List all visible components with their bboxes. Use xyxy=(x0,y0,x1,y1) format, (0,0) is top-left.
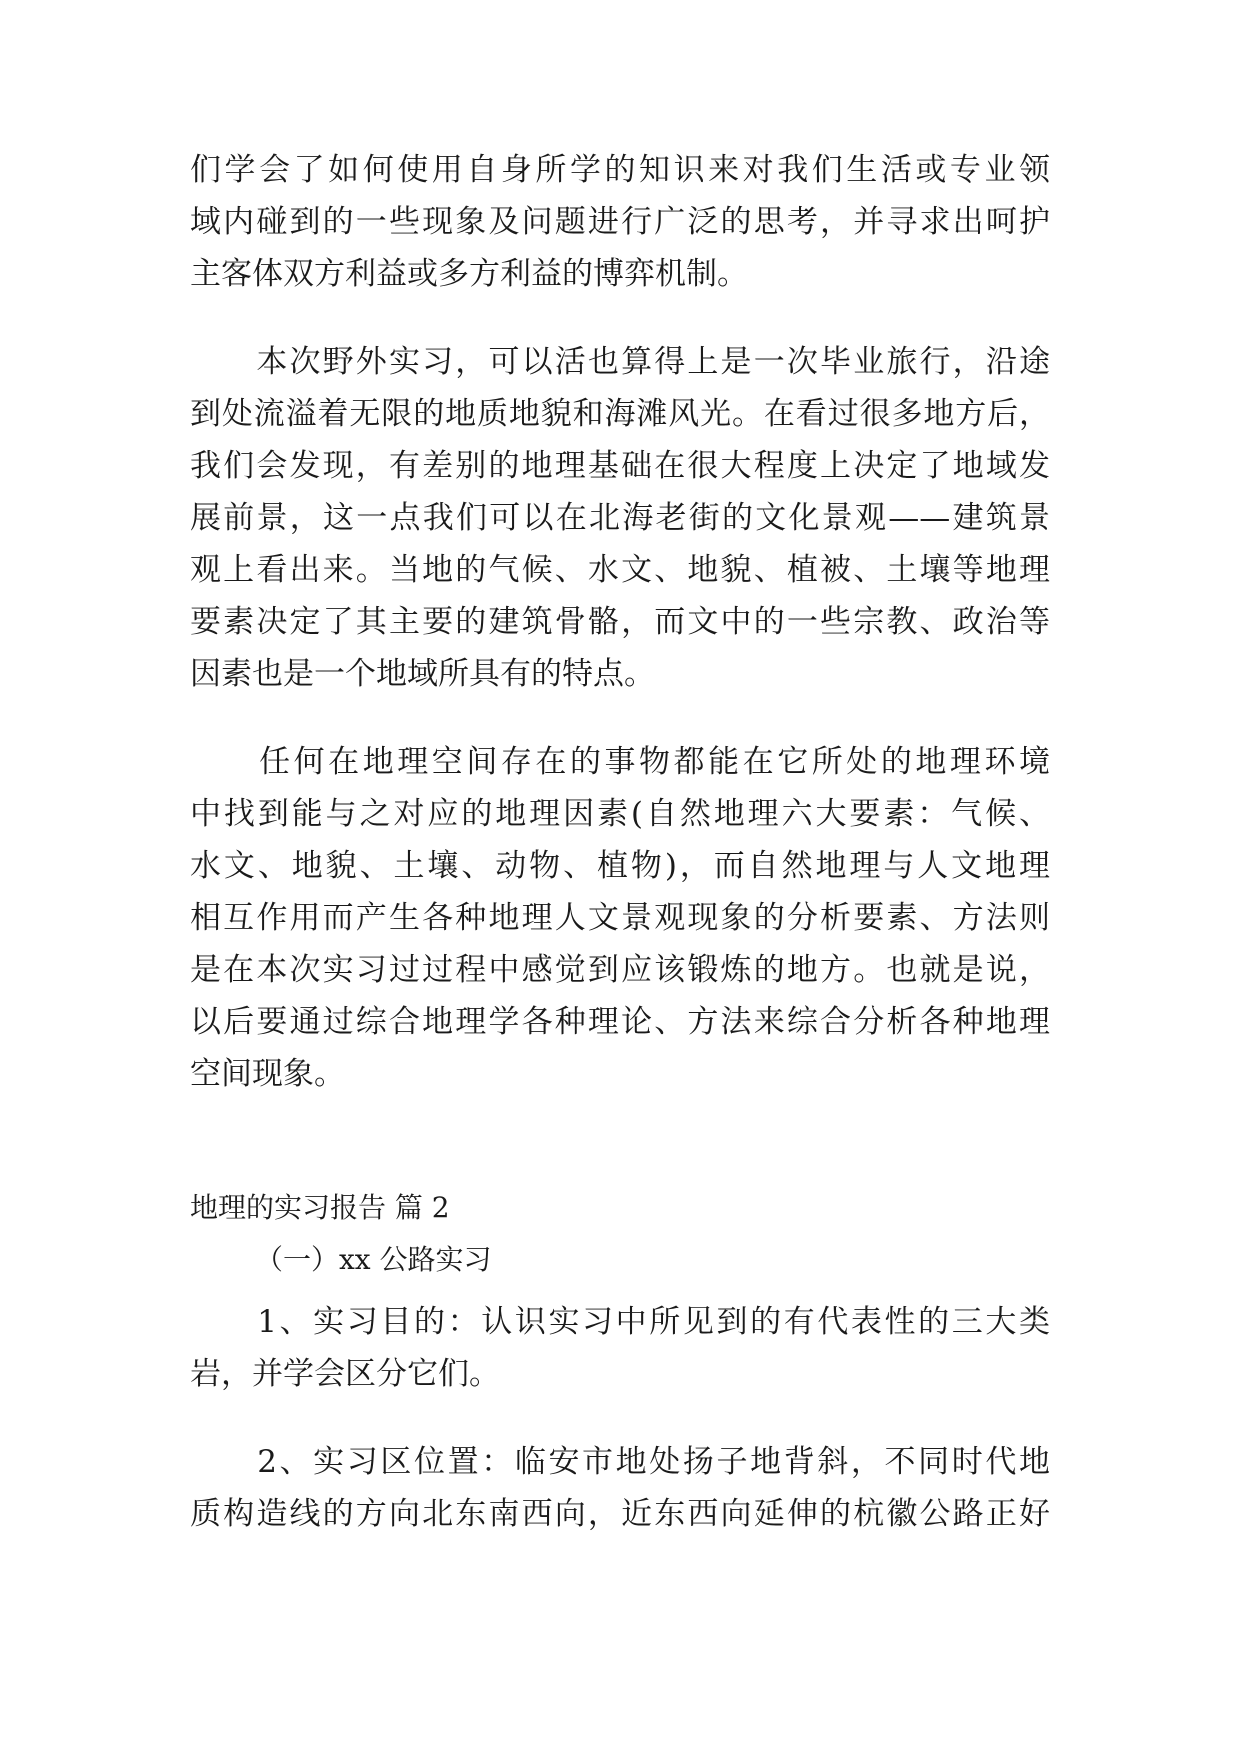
paragraph-line: 要素决定了其主要的建筑骨骼，而文中的一些宗教、政治等 xyxy=(190,604,1050,640)
paragraph-line: 2、实习区位置：临安市地处扬子地背斜，不同时代地 xyxy=(190,1444,1050,1480)
section-subtitle: （一）xx 公路实习 xyxy=(255,1243,492,1276)
paragraph-line: 域内碰到的一些现象及问题进行广泛的思考，并寻求出呵护 xyxy=(190,204,1050,240)
paragraph-line: 展前景，这一点我们可以在北海老街的文化景观——建筑景 xyxy=(190,500,1050,536)
paragraph-line: 们学会了如何使用自身所学的知识来对我们生活或专业领 xyxy=(190,152,1050,188)
paragraph-line: 中找到能与之对应的地理因素(自然地理六大要素：气候、 xyxy=(190,796,1050,832)
paragraph-line: 水文、地貌、土壤、动物、植物)，而自然地理与人文地理 xyxy=(190,848,1050,884)
paragraph-line: 任何在地理空间存在的事物都能在它所处的地理环境 xyxy=(190,744,1050,780)
paragraph-line: 主客体双方利益或多方利益的博弈机制。 xyxy=(190,256,748,292)
paragraph-line: 相互作用而产生各种地理人文景观现象的分析要素、方法则 xyxy=(190,900,1050,936)
section-title: 地理的实习报告 篇 2 xyxy=(190,1191,450,1224)
paragraph-line: 以后要通过综合地理学各种理论、方法来综合分析各种地理 xyxy=(190,1004,1050,1040)
paragraph-line: 岩，并学会区分它们。 xyxy=(190,1356,500,1392)
paragraph-line: 我们会发现，有差别的地理基础在很大程度上决定了地域发 xyxy=(190,448,1050,484)
paragraph-line: 1、实习目的：认识实习中所见到的有代表性的三大类 xyxy=(190,1304,1050,1340)
paragraph-line: 观上看出来。当地的气候、水文、地貌、植被、土壤等地理 xyxy=(190,552,1050,588)
paragraph-line: 到处流溢着无限的地质地貌和海滩风光。在看过很多地方后， xyxy=(190,396,1050,432)
paragraph-line: 质构造线的方向北东南西向，近东西向延伸的杭徽公路正好 xyxy=(190,1496,1050,1532)
paragraph-line: 本次野外实习，可以活也算得上是一次毕业旅行，沿途 xyxy=(190,344,1050,380)
paragraph-line: 空间现象。 xyxy=(190,1056,345,1092)
paragraph-line: 因素也是一个地域所具有的特点。 xyxy=(190,656,655,692)
paragraph-line: 是在本次实习过过程中感觉到应该锻炼的地方。也就是说， xyxy=(190,952,1050,988)
